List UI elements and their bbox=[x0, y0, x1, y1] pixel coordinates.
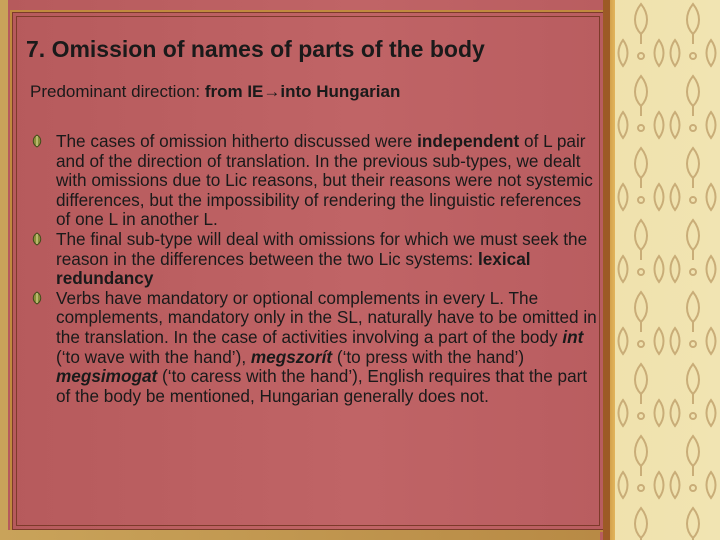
bullet-emphasis: megszorít bbox=[250, 346, 333, 367]
subtitle-target: into Hungarian bbox=[280, 82, 401, 101]
slide-title: 7. Omission of names of parts of the body bbox=[26, 36, 485, 62]
right-decorative-panel bbox=[603, 0, 720, 540]
bullet-text: (‘to wave with the hand’), bbox=[56, 346, 251, 367]
bullet-emphasis: independent bbox=[417, 131, 520, 151]
bullet-text: The final sub-type will deal with omissions for which we must seek the reason in the differences between the two Lic systems: bbox=[56, 228, 588, 269]
bullet-text: (‘to press with the hand’) bbox=[332, 346, 525, 367]
bullet-emphasis: lexical redundancy bbox=[56, 248, 531, 289]
bullet-leaf-icon bbox=[30, 134, 44, 148]
subtitle-prefix: Predominant direction: bbox=[30, 82, 205, 101]
bullet-emphasis: megsimogat bbox=[56, 366, 158, 387]
bullet-text: The cases of omission hitherto discussed were bbox=[56, 131, 418, 151]
bullet-item bbox=[28, 230, 598, 289]
bullet-emphasis: int bbox=[562, 326, 584, 347]
bullet-text: of L pair and of the direction of translation. In the previous sub-types, we dealt with omissions due to Lic reasons, but their reasons were not systemic differences, but the impossibility of rendering the linguistic references of one L in another L. bbox=[56, 131, 593, 230]
slide-subtitle bbox=[30, 82, 590, 102]
leaf-pattern-icon bbox=[615, 0, 720, 540]
bullet-item bbox=[28, 289, 598, 407]
arrow-icon: → bbox=[263, 82, 281, 101]
bottom-border-band bbox=[0, 530, 600, 540]
bullet-item bbox=[28, 132, 598, 230]
bullet-text: (‘to caress with the hand’), English requires that the part of the body be mentioned, Hungarian generally does not. bbox=[56, 366, 588, 406]
subtitle-source: from IE bbox=[204, 82, 264, 101]
bullet-list bbox=[28, 132, 598, 406]
bullet-text: Verbs have mandatory or optional complements in every L. The complements, mandatory only in the SL, naturally have to be omitted in the translation. In the case of activities involving a part of the body bbox=[56, 287, 597, 347]
bullet-leaf-icon bbox=[30, 291, 44, 305]
left-border-strip bbox=[0, 0, 8, 540]
bullet-leaf-icon bbox=[30, 232, 44, 246]
